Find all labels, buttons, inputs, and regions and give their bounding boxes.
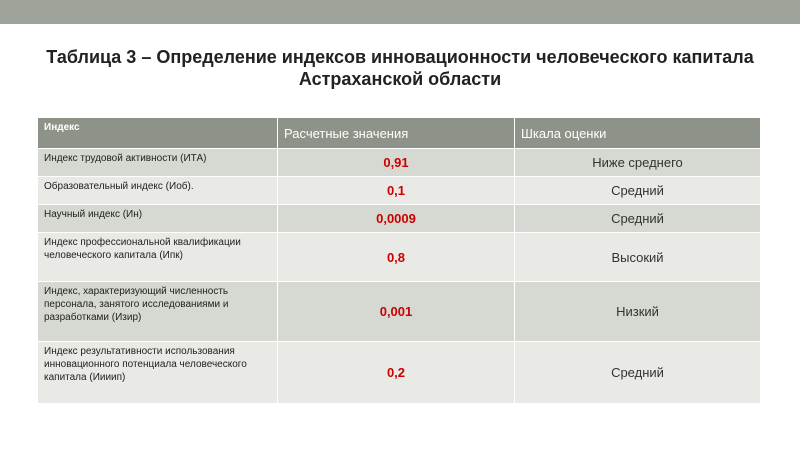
- index-name-cell: Индекс, характеризующий численность персонала, занятого исследованиями и разработками (Изир): [38, 282, 278, 342]
- index-name-cell: Индекс результативности использования инновационного потенциала человеческого капитала (Иииип): [38, 342, 278, 404]
- scale-cell: Средний: [515, 342, 761, 404]
- table-row: [38, 342, 761, 404]
- page-title: Таблица 3 – Определение индексов инновационности человеческого капитала Астраханской области: [46, 47, 754, 89]
- top-decorative-bar: [0, 0, 800, 24]
- scale-cell: Ниже среднего: [515, 149, 761, 177]
- table-header-row: [38, 118, 761, 149]
- table-row: [38, 233, 761, 282]
- value-cell: 0,1: [278, 177, 515, 205]
- value-cell: 0,91: [278, 149, 515, 177]
- value-cell: 0,0009: [278, 205, 515, 233]
- value-cell: 0,001: [278, 282, 515, 342]
- header-scale: Шкала оценки: [515, 118, 761, 149]
- scale-cell: Средний: [515, 205, 761, 233]
- index-name-cell: Образовательный индекс (Иоб).: [38, 177, 278, 205]
- table-row: [38, 282, 761, 342]
- scale-cell: Средний: [515, 177, 761, 205]
- scale-cell: Низкий: [515, 282, 761, 342]
- index-name-cell: Научный индекс (Ин): [38, 205, 278, 233]
- index-name-cell: Индекс профессиональной квалификации человеческого капитала (Ипк): [38, 233, 278, 282]
- scale-cell: Высокий: [515, 233, 761, 282]
- header-values: Расчетные значения: [278, 118, 515, 149]
- value-cell: 0,8: [278, 233, 515, 282]
- value-cell: 0,2: [278, 342, 515, 404]
- table-row: [38, 205, 761, 233]
- header-index: Индекс: [38, 118, 278, 149]
- table-row: [38, 149, 761, 177]
- table-row: [38, 177, 761, 205]
- indices-table: [38, 118, 761, 404]
- index-name-cell: Индекс трудовой активности (ИТА): [38, 149, 278, 177]
